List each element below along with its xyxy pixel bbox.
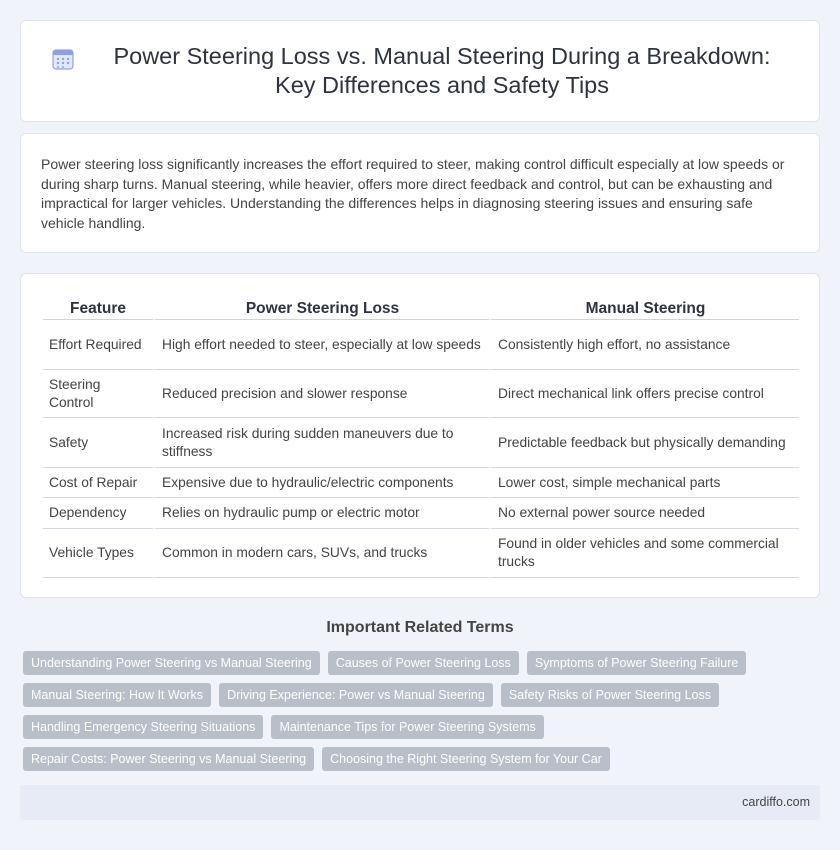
related-term-tag[interactable]: Causes of Power Steering Loss bbox=[328, 651, 519, 675]
calendar-icon bbox=[51, 47, 75, 71]
table-cell-feature: Dependency bbox=[43, 498, 153, 529]
related-term-tag[interactable]: Driving Experience: Power vs Manual Steering bbox=[219, 683, 493, 707]
table-row bbox=[43, 370, 799, 418]
table-row bbox=[43, 468, 799, 498]
header-card bbox=[20, 20, 820, 122]
column-header-power-steering-loss: Power Steering Loss bbox=[153, 296, 489, 320]
table-cell-power: High effort needed to steer, especially at low speeds bbox=[153, 320, 489, 370]
table-cell-power: Expensive due to hydraulic/electric components bbox=[153, 468, 489, 498]
table-row bbox=[43, 529, 799, 578]
table-cell-feature: Steering Control bbox=[43, 370, 153, 418]
footer bbox=[20, 785, 820, 820]
table-row bbox=[43, 320, 799, 370]
related-terms-list bbox=[23, 651, 823, 771]
table-row bbox=[43, 418, 799, 468]
intro-text: Power steering loss significantly increases the effort required to steer, making control difficult especially at low speeds or during sharp turns. Manual steering, while heavier, offers more direct feedback and control, but can be exhausting and impractical for larger vehicles. Understanding the differences helps in diagnosing steering issues and ensuring safe vehicle handling. bbox=[41, 156, 785, 231]
related-term-tag[interactable]: Handling Emergency Steering Situations bbox=[23, 715, 263, 739]
table-cell-power: Increased risk during sudden maneuvers due to stiffness bbox=[153, 418, 489, 468]
intro-card bbox=[20, 133, 820, 253]
table-cell-power: Reduced precision and slower response bbox=[153, 370, 489, 418]
table-cell-feature: Vehicle Types bbox=[43, 529, 153, 578]
table-cell-manual: Consistently high effort, no assistance bbox=[489, 320, 799, 370]
related-terms-title: Important Related Terms bbox=[326, 619, 514, 636]
table-cell-power: Common in modern cars, SUVs, and trucks bbox=[153, 529, 489, 578]
comparison-table-card bbox=[20, 273, 820, 598]
table-cell-feature: Safety bbox=[43, 418, 153, 468]
table-cell-manual: Lower cost, simple mechanical parts bbox=[489, 468, 799, 498]
table-cell-feature: Effort Required bbox=[43, 320, 153, 370]
table-row bbox=[43, 498, 799, 529]
footer-domain[interactable]: cardiffo.com bbox=[742, 795, 810, 809]
related-term-tag[interactable]: Manual Steering: How It Works bbox=[23, 683, 211, 707]
related-term-tag[interactable]: Understanding Power Steering vs Manual Steering bbox=[23, 651, 320, 675]
comparison-table bbox=[43, 296, 799, 578]
table-header-row bbox=[43, 296, 799, 320]
table-cell-power: Relies on hydraulic pump or electric motor bbox=[153, 498, 489, 529]
related-term-tag[interactable]: Safety Risks of Power Steering Loss bbox=[501, 683, 719, 707]
table-cell-feature: Cost of Repair bbox=[43, 468, 153, 498]
table-cell-manual: Direct mechanical link offers precise control bbox=[489, 370, 799, 418]
column-header-feature: Feature bbox=[43, 296, 153, 320]
page-title: Power Steering Loss vs. Manual Steering During a Breakdown: Key Differences and Safety Tips bbox=[113, 43, 771, 98]
related-term-tag[interactable]: Symptoms of Power Steering Failure bbox=[527, 651, 747, 675]
table-cell-manual: Found in older vehicles and some commercial trucks bbox=[489, 529, 799, 578]
related-term-tag[interactable]: Maintenance Tips for Power Steering Systems bbox=[271, 715, 543, 739]
related-term-tag[interactable]: Repair Costs: Power Steering vs Manual Steering bbox=[23, 747, 314, 771]
column-header-manual-steering: Manual Steering bbox=[489, 296, 799, 320]
related-term-tag[interactable]: Choosing the Right Steering System for Your Car bbox=[322, 747, 610, 771]
table-cell-manual: Predictable feedback but physically demanding bbox=[489, 418, 799, 468]
table-cell-manual: No external power source needed bbox=[489, 498, 799, 529]
